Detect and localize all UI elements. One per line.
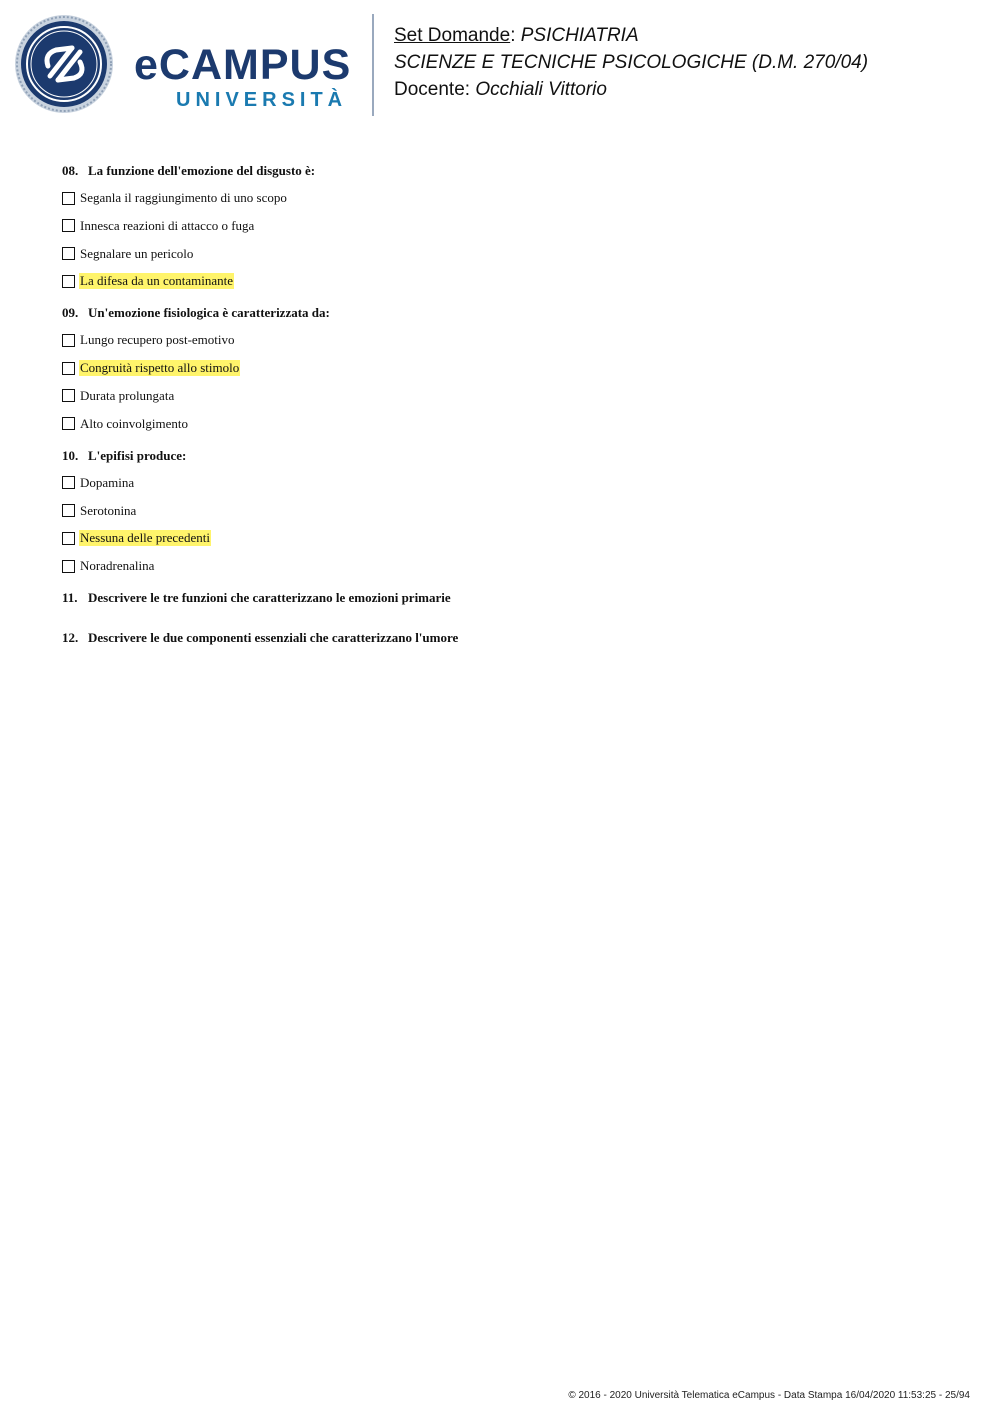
answer-checkbox[interactable]	[62, 417, 75, 430]
ecampus-logo	[14, 14, 359, 114]
answer-text: Segnalare un pericolo	[80, 245, 194, 261]
question-number: 12.	[62, 630, 79, 646]
question-number: 09.	[62, 305, 79, 321]
answer-option[interactable]	[62, 502, 942, 520]
answer-checkbox[interactable]	[62, 476, 75, 489]
answer-option[interactable]	[62, 387, 942, 405]
question-title	[62, 448, 942, 464]
set-separator: :	[510, 25, 521, 46]
university-seal-icon	[14, 14, 114, 114]
question-text: L'epifisi produce:	[88, 447, 187, 463]
answer-checkbox[interactable]	[62, 334, 75, 347]
answer-text: Alto coinvolgimento	[80, 415, 188, 431]
answer-option[interactable]	[62, 217, 942, 235]
open-question-12	[62, 630, 942, 646]
answer-text: Dopamina	[80, 474, 135, 490]
question-text: Descrivere le due componenti essenziali che caratterizzano l'umore	[88, 630, 459, 646]
answer-option[interactable]	[62, 189, 942, 207]
question-08	[62, 163, 942, 290]
header-divider	[372, 14, 374, 116]
set-label: Set Domande	[394, 25, 511, 46]
answer-option[interactable]	[62, 272, 942, 290]
answer-option[interactable]	[62, 245, 942, 263]
answer-checkbox[interactable]	[62, 389, 75, 402]
question-text: Un'emozione fisiologica è caratterizzata da:	[88, 305, 330, 321]
course-name: SCIENZE E TECNICHE PSICOLOGICHE (D.M. 270/04)	[394, 52, 869, 73]
answer-checkbox[interactable]	[62, 219, 75, 232]
answer-option[interactable]	[62, 331, 942, 349]
page-footer: © 2016 - 2020 Università Telematica eCampus - Data Stampa 16/04/2020 11:53:25 - 25/94	[568, 1390, 970, 1401]
answer-text: Serotonina	[80, 502, 137, 518]
open-question-11	[62, 590, 942, 606]
answer-text: Nessuna delle precedenti	[80, 530, 210, 546]
answer-text: Noradrenalina	[80, 558, 155, 574]
header-info	[394, 22, 868, 103]
answer-checkbox[interactable]	[62, 532, 75, 545]
question-09	[62, 305, 942, 432]
question-title	[62, 305, 942, 321]
answer-checkbox[interactable]	[62, 560, 75, 573]
question-number: 08.	[62, 163, 79, 178]
question-text: Descrivere le tre funzioni che caratterizzano le emozioni primarie	[88, 590, 451, 606]
answer-option[interactable]	[62, 415, 942, 433]
teacher-name: Occhiali Vittorio	[475, 79, 607, 100]
answer-option[interactable]	[62, 557, 942, 575]
answer-text: Congruità rispetto allo stimolo	[80, 360, 240, 376]
question-title	[62, 163, 942, 179]
brand-wordmark: eCAMPUS	[134, 41, 352, 89]
questions-section	[62, 163, 942, 670]
question-text: La funzione dell'emozione del disgusto è:	[88, 163, 316, 178]
answer-option[interactable]	[62, 529, 942, 547]
answer-option[interactable]	[62, 474, 942, 492]
teacher-line	[394, 76, 868, 103]
answer-text: La difesa da un contaminante	[80, 273, 234, 289]
answer-text: Durata prolungata	[80, 387, 175, 403]
question-10	[62, 448, 942, 575]
answer-checkbox[interactable]	[62, 192, 75, 205]
question-number: 11.	[62, 590, 78, 606]
answer-checkbox[interactable]	[62, 247, 75, 260]
answer-checkbox[interactable]	[62, 504, 75, 517]
teacher-label: Docente:	[394, 79, 476, 100]
set-value: PSICHIATRIA	[520, 25, 639, 46]
page-header	[0, 0, 1000, 120]
answer-text: Lungo recupero post-emotivo	[80, 332, 235, 348]
answer-option[interactable]	[62, 359, 942, 377]
answer-checkbox[interactable]	[62, 275, 75, 288]
answer-text: Innesca reazioni di attacco o fuga	[80, 217, 255, 233]
answer-checkbox[interactable]	[62, 362, 75, 375]
question-number: 10.	[62, 447, 79, 463]
answer-text: Seganla il raggiungimento di uno scopo	[80, 190, 287, 205]
brand-subtitle: UNIVERSITÀ	[176, 89, 348, 111]
set-line	[394, 22, 868, 49]
